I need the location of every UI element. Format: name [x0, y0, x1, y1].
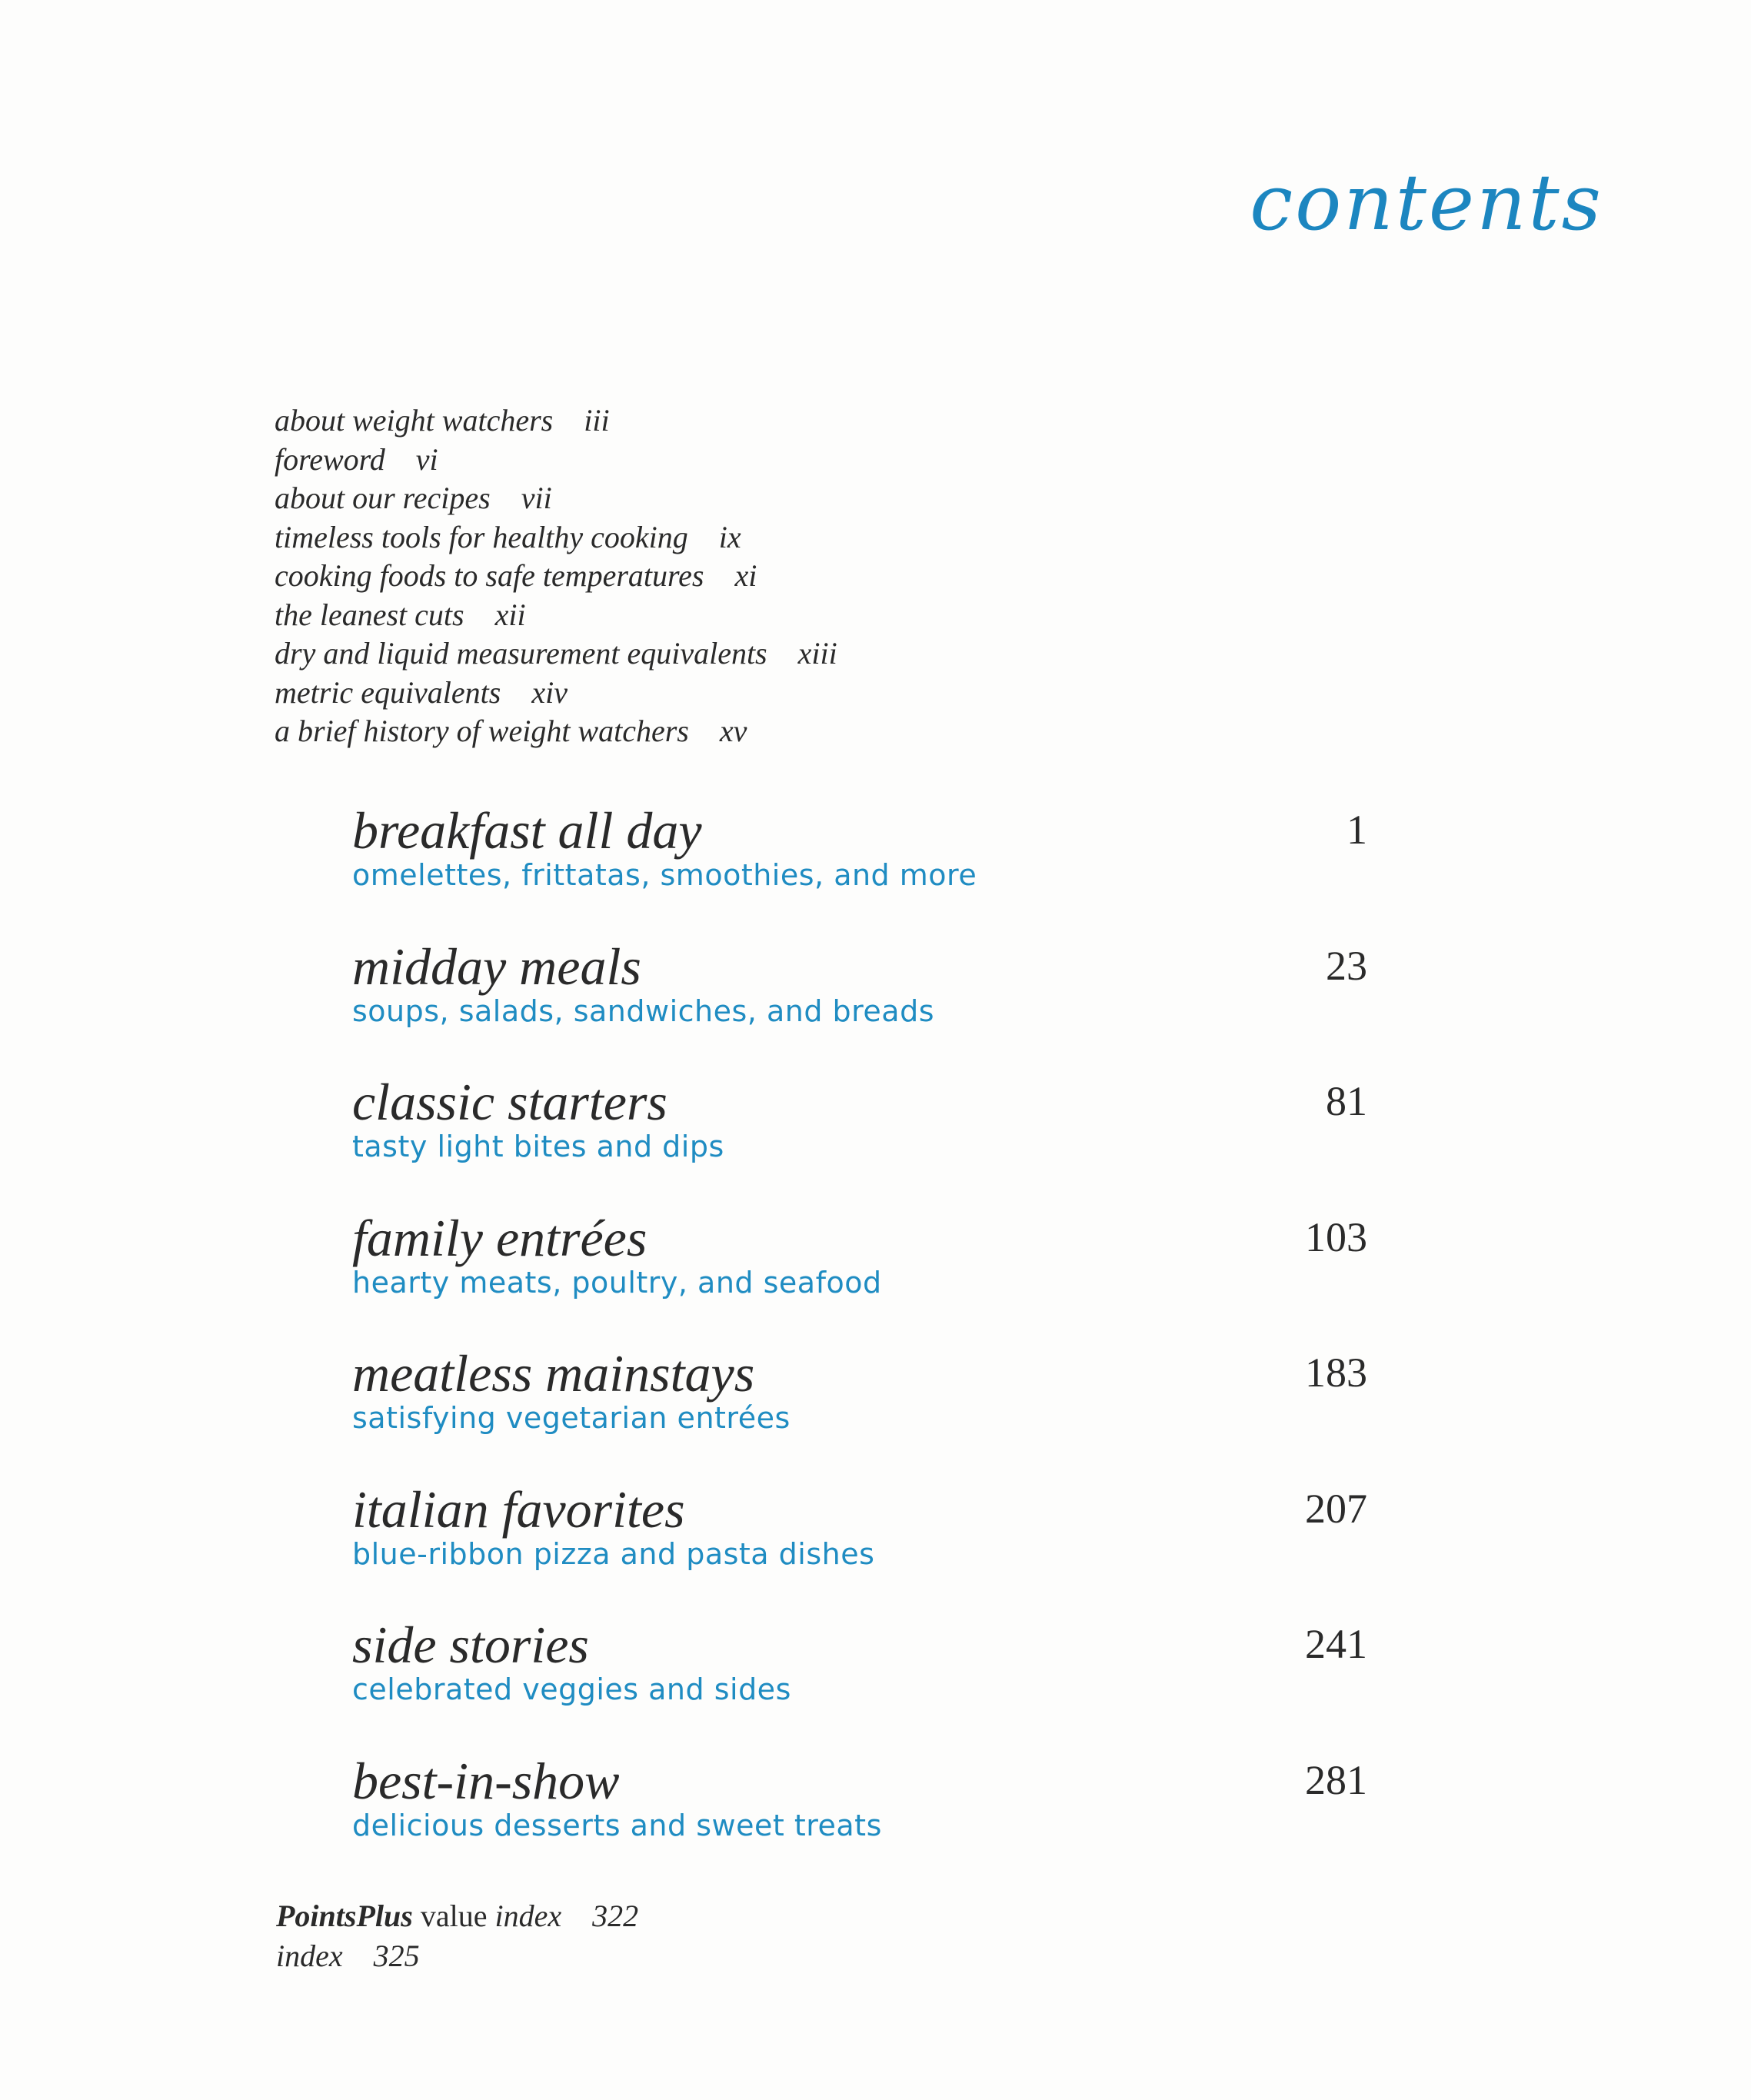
chapter-page: 281: [1305, 1756, 1367, 1803]
front-matter-item[interactable]: foreword vi: [275, 441, 438, 477]
front-matter-item[interactable]: metric equivalents xiv: [275, 674, 568, 710]
chapter-title: best-in-show: [352, 1751, 620, 1810]
chapter-page: 1: [1347, 807, 1367, 853]
chapter-subtitle: satisfying vegetarian entrées: [352, 1401, 791, 1435]
chapter-subtitle: delicious desserts and sweet treats: [352, 1808, 882, 1842]
chapter-entry[interactable]: [352, 1750, 1367, 1886]
chapter-page: 81: [1326, 1078, 1367, 1124]
chapter-subtitle: blue-ribbon pizza and pasta dishes: [352, 1536, 875, 1571]
chapter-page: 241: [1305, 1621, 1367, 1667]
chapter-entry[interactable]: [352, 800, 1367, 936]
chapter-entry[interactable]: [352, 1207, 1367, 1343]
chapter-subtitle: soups, salads, sandwiches, and breads: [352, 993, 935, 1028]
front-matter-item[interactable]: dry and liquid measurement equivalents xiii: [275, 636, 837, 671]
chapter-list: [352, 800, 1367, 1885]
chapter-title: classic starters: [352, 1073, 667, 1131]
chapter-entry[interactable]: [352, 936, 1367, 1072]
chapter-subtitle: celebrated veggies and sides: [352, 1672, 791, 1706]
points-index-entry[interactable]: PointsPlus value index 322: [276, 1899, 639, 1933]
chapter-subtitle: hearty meats, poultry, and seafood: [352, 1265, 882, 1300]
chapter-page: 103: [1305, 1213, 1367, 1260]
chapter-title: family entrées: [352, 1208, 647, 1267]
chapter-page: 207: [1305, 1485, 1367, 1532]
chapter-page: 183: [1305, 1350, 1367, 1396]
chapter-title: midday meals: [352, 937, 641, 996]
chapter-title: meatless mainstays: [352, 1344, 755, 1403]
chapter-page: 23: [1326, 942, 1367, 989]
index-entry[interactable]: index 325: [276, 1939, 420, 1973]
front-matter-item[interactable]: about our recipes vii: [275, 481, 552, 515]
chapter-entry[interactable]: [352, 1343, 1367, 1479]
chapter-title: side stories: [352, 1616, 589, 1674]
front-matter-item[interactable]: the leanest cuts xii: [275, 597, 526, 632]
page-title: contents: [1250, 158, 1603, 248]
chapter-title: breakfast all day: [352, 801, 702, 860]
front-matter-item[interactable]: timeless tools for healthy cooking ix: [275, 519, 741, 554]
chapter-entry[interactable]: [352, 1071, 1367, 1207]
chapter-entry[interactable]: [352, 1614, 1367, 1750]
chapter-title: italian favorites: [352, 1479, 685, 1539]
front-matter-item[interactable]: about weight watchers iii: [275, 403, 610, 438]
front-matter-item[interactable]: cooking foods to safe temperatures xi: [275, 558, 757, 593]
chapter-entry[interactable]: [352, 1479, 1367, 1615]
front-matter-item[interactable]: a brief history of weight watchers xv: [275, 714, 747, 748]
chapter-subtitle: omelettes, frittatas, smoothies, and more: [352, 858, 977, 892]
back-matter-list: [276, 1896, 638, 1976]
chapter-subtitle: tasty light bites and dips: [352, 1130, 724, 1163]
front-matter-list: [275, 401, 837, 751]
